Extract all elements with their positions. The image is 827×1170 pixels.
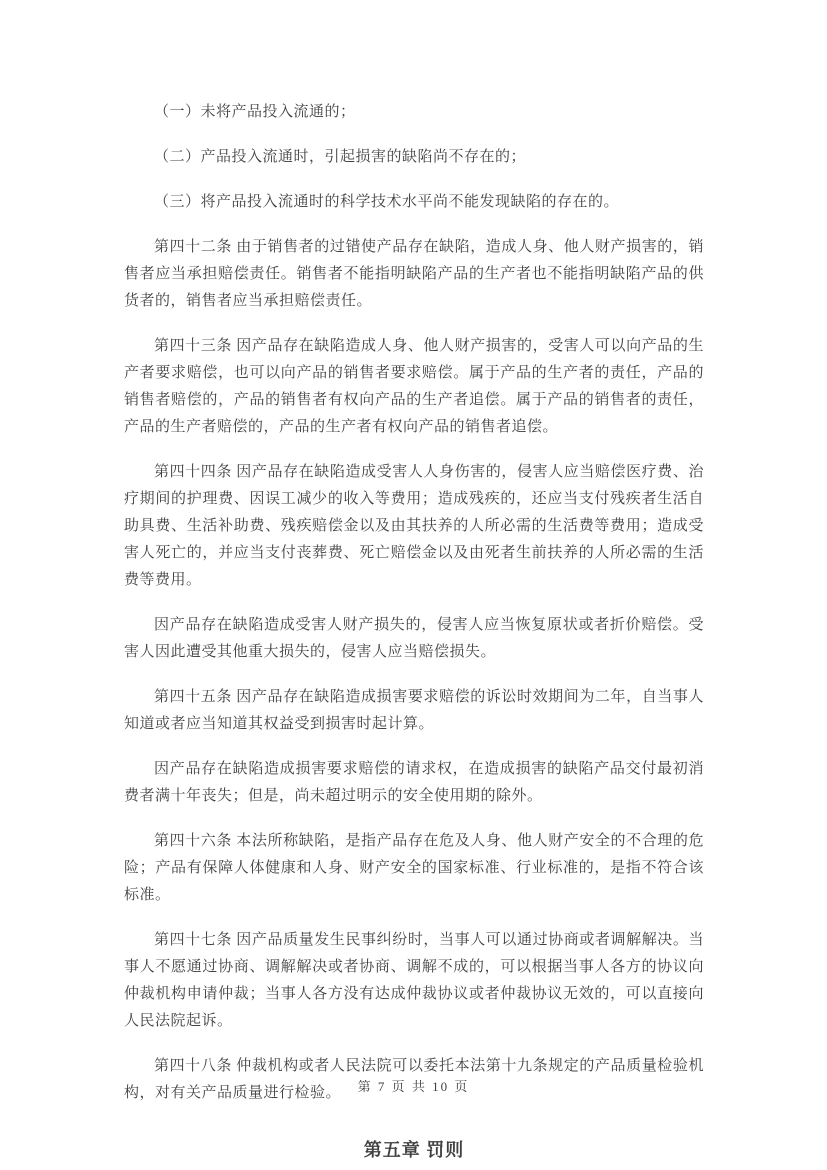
list-item-3: （三）将产品投入流通时的科学技术水平尚不能发现缺陷的存在的。: [154, 194, 620, 210]
article-43-paragraph: 第四十三条 因产品存在缺陷造成人身、他人财产损害的，受害人可以向产品的生产者要求赔偿，也可以向产品的销售者要求赔偿。属于产品的生产者的责任，产品的销售者赔偿的，产品的销售者有权向产品的生产者追偿。属于产品的销售者的责任，产品的生产者赔偿的，产品的生产者有权向产品的销售者追偿。: [124, 338, 704, 435]
article-47-paragraph: 第四十七条 因产品质量发生民事纠纷时，当事人可以通过协商或者调解解决。当事人不愿通过协商、调解解决或者协商、调解不成的，可以根据当事人各方的协议向仲裁机构申请仲裁；当事人各方没有达成仲裁协议或者仲裁协议无效的，可以直接向人民法院起诉。: [124, 932, 704, 1029]
chapter-heading: 第五章 罚则: [363, 1140, 465, 1160]
article-44-paragraph-2: 因产品存在缺陷造成受害人财产损失的，侵害人应当恢复原状或者折价赔偿。受害人因此遭受其他重大损失的，侵害人应当赔偿损失。: [124, 617, 704, 660]
article-46-paragraph: 第四十六条 本法所称缺陷，是指产品存在危及人身、他人财产安全的不合理的危险；产品有保障人体健康和人身、财产安全的国家标准、行业标准的，是指不符合该标准。: [124, 833, 704, 903]
article-45-paragraph-1: 第四十五条 因产品存在缺陷造成损害要求赔偿的诉讼时效期间为二年，自当事人知道或者应当知道其权益受到损害时起计算。: [124, 689, 704, 732]
article-42-paragraph: 第四十二条 由于销售者的过错使产品存在缺陷，造成人身、他人财产损害的，销售者应当承担赔偿责任。销售者不能指明缺陷产品的生产者也不能指明缺陷产品的供货者的，销售者应当承担赔偿责任。: [124, 239, 704, 309]
list-item-2: （二）产品投入流通时，引起损害的缺陷尚不存在的；: [154, 149, 527, 165]
article-45-paragraph-2: 因产品存在缺陷造成损害要求赔偿的请求权，在造成损害的缺陷产品交付最初消费者满十年丧失；但是，尚未超过明示的安全使用期的除外。: [124, 761, 704, 804]
article-48-paragraph: 第四十八条 仲裁机构或者人民法院可以委托本法第十九条规定的产品质量检验机构，对有关产品质量进行检验。: [124, 1058, 704, 1101]
document-content: [124, 99, 704, 1161]
list-item-1: （一）未将产品投入流通的；: [154, 104, 356, 120]
article-44-paragraph-1: 第四十四条 因产品存在缺陷造成受害人人身伤害的，侵害人应当赔偿医疗费、治疗期间的护理费、因误工减少的收入等费用；造成残疾的，还应当支付残疾者生活自助具费、生活补助费、残疾赔偿金以及由其扶养的人所必需的生活费等费用；造成受害人死亡的，并应当支付丧葬费、死亡赔偿金以及由死者生前扶养的人所必需的生活费等费用。: [124, 464, 704, 588]
page-number-footer: 第 7 页 共 10 页: [357, 1079, 470, 1094]
